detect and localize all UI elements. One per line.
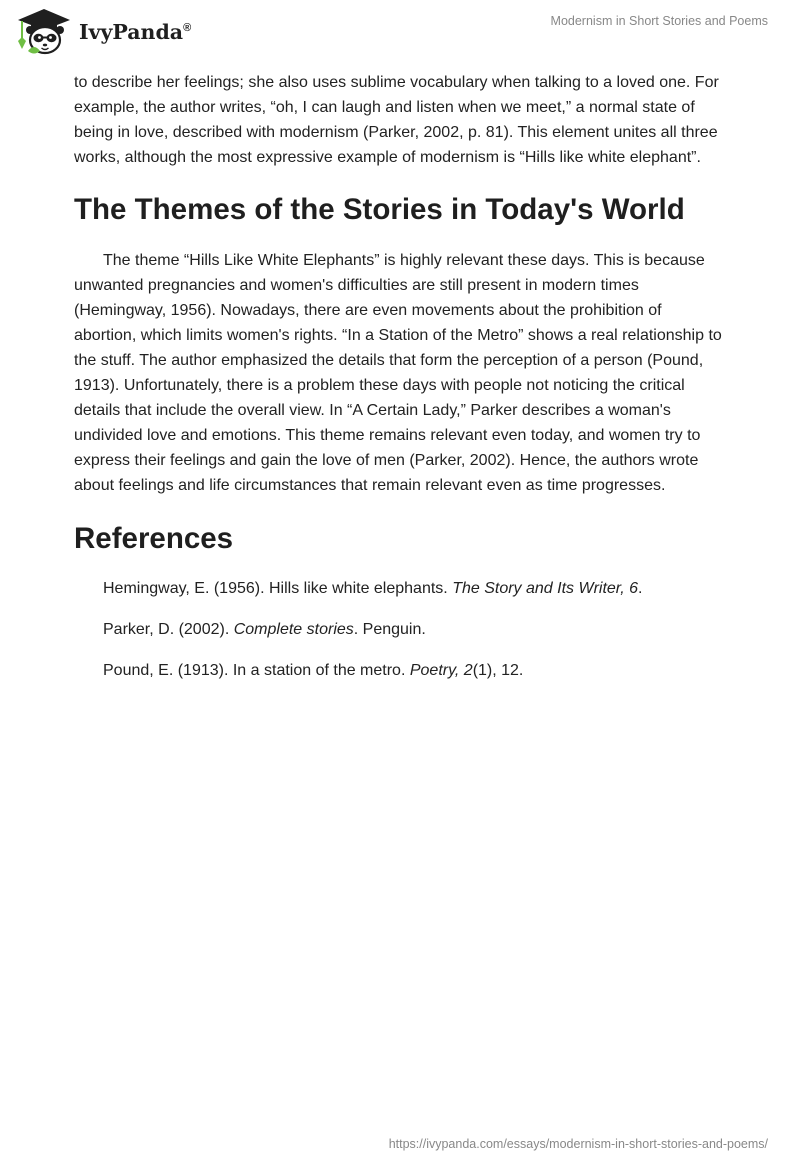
references-list <box>74 577 726 683</box>
essay-content <box>74 70 726 700</box>
panda-graduate-icon <box>14 7 74 57</box>
source-url-link[interactable]: https://ivypanda.com/essays/modernism-in-short-stories-and-poems/ <box>388 1137 768 1151</box>
intro-paragraph: to describe her feelings; she also uses sublime vocabulary when talking to a loved one. For example, the author writes, “oh, I can laugh and listen when we meet,” a normal state of being in love, described with modernism (Parker, 2002, p. 81). This element unites all three works, although the most expressive example of modernism is “Hills like white elephant”. <box>74 74 719 166</box>
references-heading: References <box>74 522 234 555</box>
document-title: Modernism in Short Stories and Poems <box>550 14 768 28</box>
themes-heading: The Themes of the Stories in Today's World <box>74 193 685 226</box>
themes-paragraph: The theme “Hills Like White Elephants” is highly relevant these days. This is because unwanted pregnancies and women's difficulties are still present in modern times (Hemingway, 1956). Nowadays, there are even movements about the prohibition of abortion, which limits women's rights. “In a Station of the Metro” shows a real relationship to the stuff. The author emphasized the details that form the perception of a person (Pound, 1913). Unfortunately, there is a problem these days with people not noticing the critical details that include the overall view. In “A Certain Lady,” Parker describes a woman's undivided love and emotions. This theme remains relevant even today, and women try to express their feelings and gain the love of men (Parker, 2002). Hence, the authors wrote about feelings and life circumstances that remain relevant even as time progresses. <box>74 252 722 494</box>
reference-item: Parker, D. (2002). Complete stories. Penguin. <box>103 621 426 638</box>
brand-name: IvyPanda® <box>79 20 192 44</box>
ivypanda-logo[interactable] <box>14 7 191 57</box>
reference-item: Hemingway, E. (1956). Hills like white elephants. The Story and Its Writer, 6. <box>103 580 643 597</box>
reference-item: Pound, E. (1913). In a station of the metro. Poetry, 2(1), 12. <box>103 662 524 679</box>
page-header <box>0 0 800 66</box>
registered-mark: ® <box>183 22 192 35</box>
